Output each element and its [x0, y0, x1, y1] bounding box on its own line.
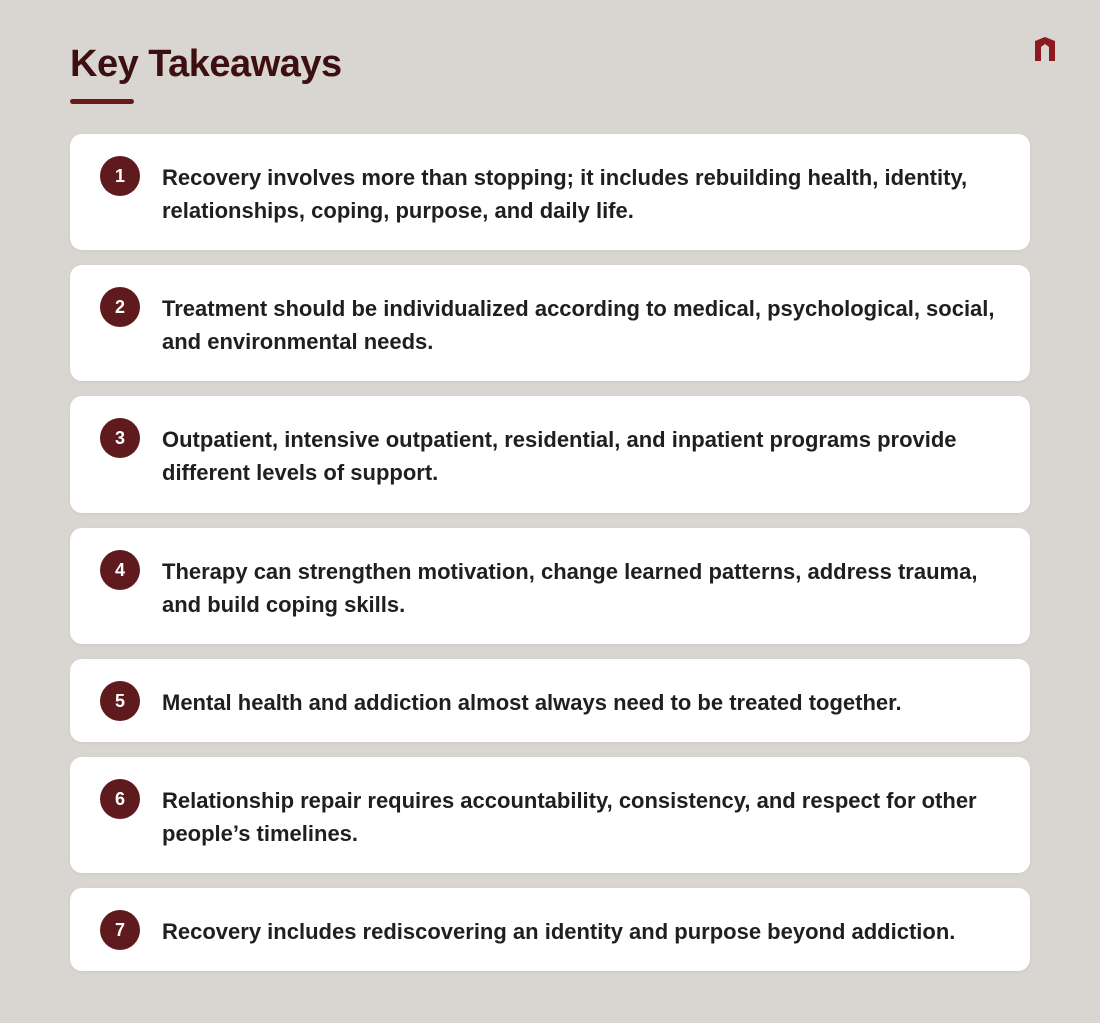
- number-badge: 3: [100, 418, 140, 458]
- page-title: Key Takeaways: [70, 43, 342, 85]
- takeaway-card-7: [70, 888, 1030, 971]
- takeaway-text: Recovery includes rediscovering an identity and purpose beyond addiction.: [162, 919, 956, 944]
- number-badge: 7: [100, 910, 140, 950]
- number-badge: 6: [100, 779, 140, 819]
- number-badge: 5: [100, 681, 140, 721]
- number-badge: 1: [100, 156, 140, 196]
- takeaway-text: Treatment should be individualized according to medical, psychological, social, and environmental needs.: [162, 296, 995, 354]
- takeaway-card-5: [70, 659, 1030, 742]
- number-badge: 2: [100, 287, 140, 327]
- shield-logo-icon: [1033, 36, 1057, 62]
- title-underline: [70, 99, 134, 104]
- takeaway-text: Recovery involves more than stopping; it includes rebuilding health, identity, relationships, coping, purpose, and daily life.: [162, 165, 968, 223]
- takeaway-text: Therapy can strengthen motivation, change learned patterns, address trauma, and build coping skills.: [162, 559, 978, 617]
- takeaway-card-3: [70, 396, 1030, 513]
- takeaway-text: Relationship repair requires accountability, consistency, and respect for other people’s timelines.: [162, 788, 977, 846]
- takeaway-card-1: [70, 134, 1030, 250]
- takeaway-text: Outpatient, intensive outpatient, residential, and inpatient programs provide different levels of support.: [162, 427, 957, 485]
- takeaway-card-2: [70, 265, 1030, 381]
- takeaway-card-4: [70, 528, 1030, 644]
- number-badge: 4: [100, 550, 140, 590]
- takeaway-card-6: [70, 757, 1030, 873]
- takeaway-text: Mental health and addiction almost always need to be treated together.: [162, 690, 902, 715]
